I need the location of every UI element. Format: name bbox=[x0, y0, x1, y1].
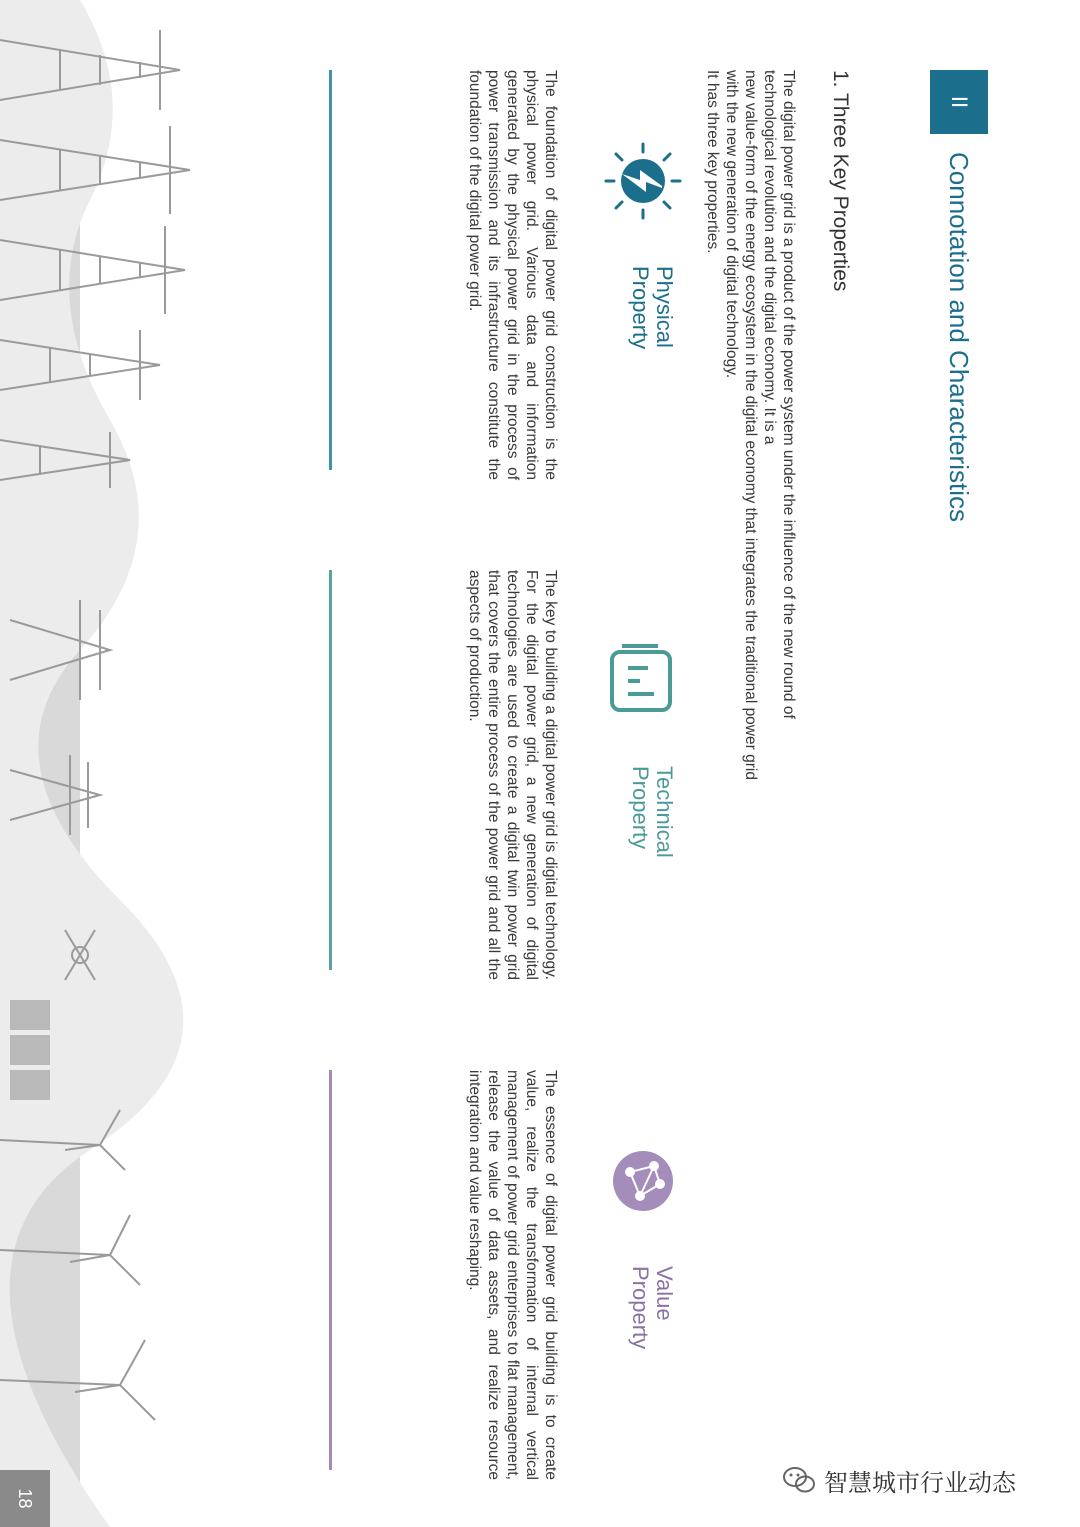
property-divider bbox=[329, 70, 332, 470]
property-title-line: Value bbox=[652, 1266, 677, 1321]
section-heading: 1. Three Key Properties bbox=[829, 70, 852, 292]
intro-line: It has three key properties. bbox=[704, 70, 721, 254]
page-number: 18 bbox=[0, 1470, 50, 1527]
page-title: Connotation and Characteristics bbox=[944, 152, 974, 522]
property-title-line: Property bbox=[628, 1266, 653, 1350]
property-description: The key to building a digital power grid is digital technology. For the digital power grid, a new generation of digital technologies are used to create a digital twin power grid that covers the entire process of the power grid and all the aspects of production. bbox=[466, 570, 559, 980]
property-title-line: Property bbox=[628, 766, 653, 850]
wechat-icon bbox=[782, 1465, 816, 1495]
property-description: The foundation of digital power grid construction is the physical power grid. Various data and information generated by the physical power grid in the process of power transmission and its infrastructure constitute the foundation of the digital power grid. bbox=[466, 70, 559, 480]
watermark bbox=[782, 1462, 1016, 1498]
document-chart-icon bbox=[602, 640, 684, 722]
intro-paragraph bbox=[703, 70, 798, 800]
property-title-line: Technical bbox=[652, 766, 677, 858]
property-title bbox=[628, 1266, 676, 1349]
watermark-text: 智慧城市行业动态 bbox=[824, 1469, 1016, 1497]
property-divider bbox=[329, 570, 332, 970]
property-title-line: Property bbox=[628, 266, 653, 350]
lightning-sun-icon bbox=[602, 140, 684, 222]
property-title bbox=[628, 766, 676, 858]
power-infrastructure-illustration bbox=[0, 0, 200, 1527]
intro-line: new value-form of the energy ecosystem in the digital economy that integrates the traditional power grid with the new generation of digital technology. bbox=[723, 70, 759, 780]
property-title bbox=[628, 266, 676, 349]
section-badge: II bbox=[930, 70, 988, 134]
network-globe-icon bbox=[602, 1140, 684, 1222]
intro-line: The digital power grid is a product of the power system under the influence of the new round of technological revolution and the digital economy. It is a bbox=[761, 70, 797, 719]
property-divider bbox=[329, 1070, 332, 1470]
property-title-line: Physical bbox=[652, 266, 677, 348]
property-description: The essence of digital power grid building is to create value, realize the transformation of internal vertical management of power grid enterprises to flat management, release the value of data assets, and realize resource integration and value reshaping. bbox=[466, 1070, 559, 1480]
